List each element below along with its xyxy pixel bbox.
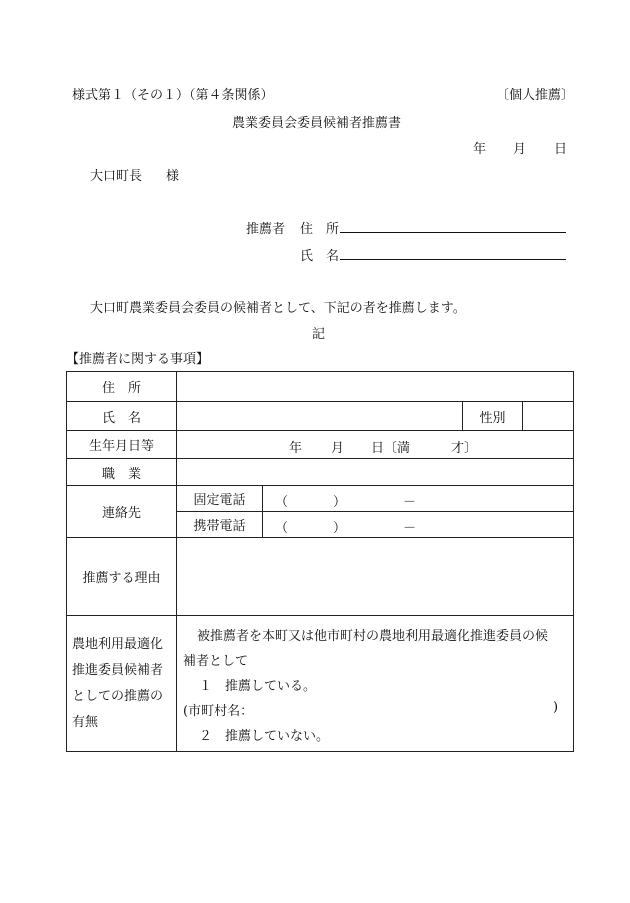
farmland-label-line-3: としての推薦の	[72, 688, 164, 704]
gender-input-cell[interactable]	[523, 402, 574, 431]
recommender-address-field[interactable]	[340, 232, 566, 233]
option-not-recommended[interactable]: ２ 推薦していない。	[199, 728, 330, 744]
mobile-dash: －	[403, 520, 417, 536]
mobile-input-cell[interactable]	[263, 512, 574, 538]
farmland-label-cell	[67, 616, 177, 752]
recommendation-type: 〔個人推薦〕	[496, 88, 575, 103]
date-day-label: 日	[554, 142, 568, 157]
birth-label-cell: 生年月日等	[67, 431, 177, 459]
reason-input-cell[interactable]	[177, 538, 574, 616]
landline-label-cell: 固定電話	[177, 486, 263, 512]
address-input-cell[interactable]	[177, 372, 574, 402]
occupation-label-cell: 職 業	[67, 459, 177, 486]
farmland-content-cell	[177, 616, 574, 752]
honorific: 様	[166, 169, 180, 184]
mobile-paren-open: （	[275, 520, 289, 536]
recommender-info-table	[66, 371, 574, 752]
landline-paren-open: （	[275, 494, 289, 510]
form-number: 様式第１（その１）（第４条関係）	[72, 88, 274, 103]
reason-label-cell: 推薦する理由	[67, 538, 177, 616]
section-title: 【推薦者に関する事項】	[66, 352, 210, 367]
occupation-input-cell[interactable]	[177, 459, 574, 486]
recommender-address-label: 住 所	[300, 222, 340, 237]
date-year-label: 年	[473, 142, 487, 157]
contact-label-cell: 連絡先	[67, 486, 177, 538]
recommender-name-label: 氏 名	[300, 249, 340, 264]
farmland-label-line-1: 農地利用最適化	[72, 636, 164, 652]
birth-month-label: 月	[331, 440, 345, 456]
landline-paren-close: ）	[333, 494, 347, 510]
birth-age-label: 才〕	[451, 440, 478, 456]
farmland-text-line-2: 補者として	[183, 653, 249, 669]
landline-dash: －	[403, 494, 417, 510]
addressee: 大口町長	[90, 169, 143, 184]
birth-input-cell[interactable]	[177, 431, 574, 459]
address-label-cell: 住 所	[67, 372, 177, 402]
recommender-name-field[interactable]	[340, 259, 566, 260]
recommender-label: 推薦者	[246, 222, 286, 237]
farmland-label-line-2: 推進委員候補者	[72, 662, 164, 678]
option-recommended[interactable]: １ 推薦している。	[199, 678, 317, 694]
municipality-close-paren: )	[553, 699, 559, 715]
birth-day-label: 日〔満	[371, 440, 411, 456]
name-input-cell[interactable]	[177, 402, 463, 431]
mobile-paren-close: ）	[333, 520, 347, 536]
document-title: 農業委員会委員候補者推薦書	[232, 116, 402, 131]
municipality-label: (市町村名：	[183, 703, 254, 719]
gender-label-cell: 性別	[463, 402, 523, 431]
farmland-text-line-1: 被推薦者を本町又は他市町村の農地利用最適化推進委員の候	[197, 628, 549, 644]
date-month-label: 月	[513, 142, 527, 157]
intro-text: 大口町農業委員会委員の候補者として、下記の者を推薦します。	[90, 301, 466, 316]
ki-mark: 記	[312, 327, 326, 342]
mobile-label-cell: 携帯電話	[177, 512, 263, 538]
birth-year-label: 年	[289, 440, 303, 456]
landline-input-cell[interactable]	[263, 486, 574, 512]
name-label-cell: 氏 名	[67, 402, 177, 431]
farmland-label-line-4: 有無	[72, 714, 99, 730]
